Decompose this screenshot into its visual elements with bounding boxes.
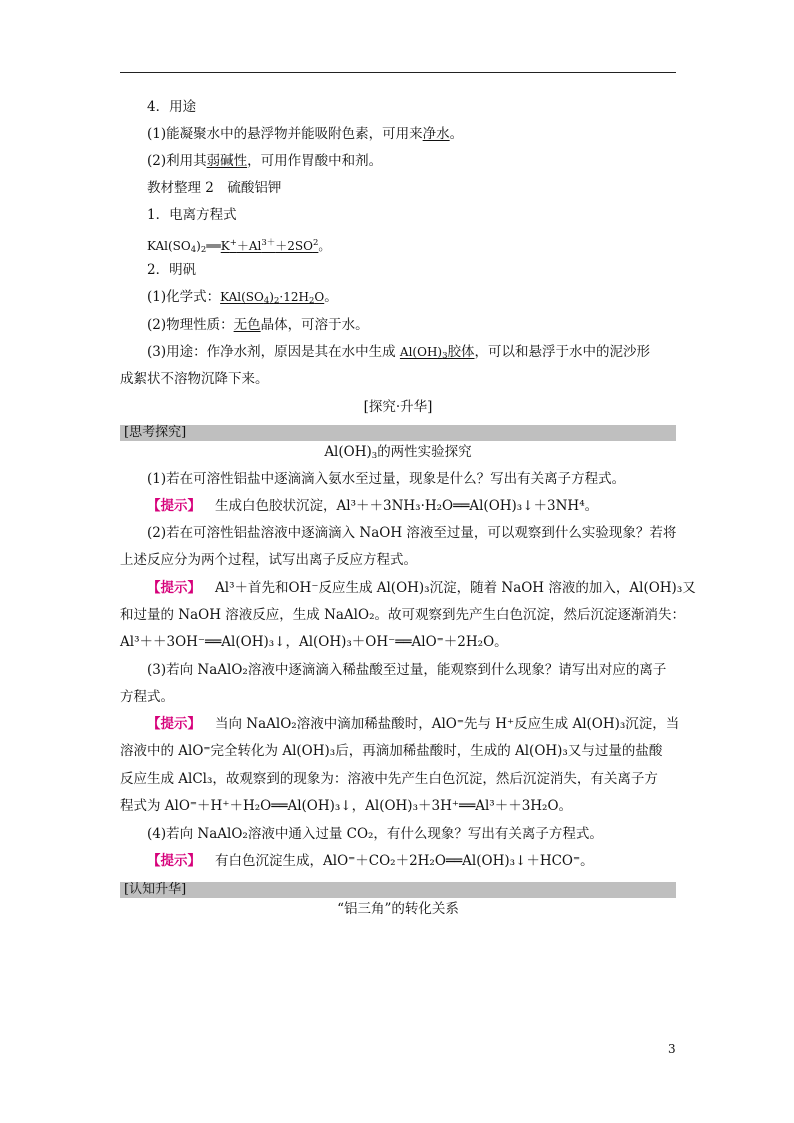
section-bar [120, 425, 676, 441]
subscript: 3 [442, 351, 448, 361]
equals-sign: ══ [206, 239, 221, 253]
page-number: 3 [668, 1042, 676, 1056]
paragraph-continuation: 成絮状不溶物沉降下来。 [120, 371, 269, 387]
text: ，可以和悬浮于水中的泥沙形 [474, 344, 651, 360]
answer-continuation: 反应生成 AlCl₃，故观察到的现象为：溶液中先产生白色沉淀，然后沉淀消失，有关离子方 [120, 771, 658, 787]
subscript: 3 [371, 451, 378, 461]
subscript: 2 [273, 296, 280, 306]
section-heading: 4．用途 [147, 99, 197, 115]
answer-continuation: Al³＋＋3OH⁻══Al(OH)₃↓，Al(OH)₃＋OH⁻══AlO⁼＋2H₂O。 [120, 634, 508, 650]
question-continuation: 方程式。 [120, 689, 174, 705]
text: KAl(SO [220, 290, 264, 304]
hint-label: 【提示】 [147, 580, 201, 596]
paragraph [120, 151, 703, 171]
hint-label: 【提示】 [147, 716, 201, 732]
fill-blank-answer: 无色 [233, 317, 261, 333]
text: O [314, 290, 325, 304]
header-rule [120, 72, 676, 73]
text: (2)利用其 [147, 153, 207, 169]
answer-text: 当向 NaAlO₂溶液中滴加稀盐酸时，AlO⁼先与 H⁺反应生成 Al(OH)₃沉淀，当 [215, 716, 680, 732]
fill-blank-answer [400, 344, 475, 360]
subtitle [120, 442, 676, 466]
text: 。 [324, 289, 338, 305]
fill-blank-answer: 净水 [422, 126, 450, 142]
paragraph [120, 124, 703, 144]
section-bar [120, 882, 676, 898]
superscript: + [229, 238, 237, 248]
answer-text: Al³＋首先和OH⁻反应生成 Al(OH)₃沉淀，随着 NaOH 溶液的加入，Al(OH)₃又 [215, 580, 696, 596]
text: Al(OH) [399, 345, 443, 359]
hint-label: 【提示】 [147, 853, 201, 869]
answer [120, 714, 703, 734]
question: (3)若向 NaAlO₂溶液中逐滴滴入稀盐酸至过量，能观察到什么现象？请写出对应的离子 [147, 662, 667, 678]
answer [120, 851, 703, 871]
subscript: 4 [190, 245, 197, 255]
superscript: 3＋ [261, 238, 276, 248]
text: 胶体 [447, 344, 475, 360]
text: 。 [449, 126, 464, 142]
text: (1)能凝聚水中的悬浮物并能吸附色素，可用来 [147, 126, 423, 142]
text: (2)物理性质： [147, 317, 234, 333]
answer [120, 496, 703, 516]
answer-continuation: 程式为 AlO⁼＋H⁺＋H₂O══Al(OH)₃↓，Al(OH)₃＋3H⁺══Al³＋＋3H₂O。 [120, 798, 573, 814]
text: ) [196, 239, 201, 253]
text: ·12H [279, 290, 309, 304]
section-heading: 教材整理 2 硫酸铝钾 [147, 180, 282, 196]
text: (3)用途：作净水剂，原因是其在水中生成 [147, 344, 400, 360]
section-title: [探究·升华] [363, 399, 433, 415]
section-bar-label: [认知升华] [124, 882, 187, 897]
text: ＋2SO [275, 239, 313, 253]
paragraph [120, 287, 703, 311]
ionization-equation [120, 233, 703, 260]
text: 晶体，可溶于水。 [260, 317, 369, 333]
paragraph [120, 342, 703, 366]
text: ，可用作胃酸中和剂。 [247, 153, 383, 169]
text: ＋Al [236, 239, 262, 253]
subsection-heading: 1．电离方程式 [147, 207, 237, 223]
text: K [220, 239, 230, 253]
text: (1)化学式： [147, 289, 221, 305]
subscript: 4 [263, 296, 270, 306]
subtitle: “铝三角”的转化关系 [337, 901, 459, 917]
subscript: 2 [200, 245, 207, 255]
fill-blank-answer [220, 290, 324, 304]
question: (1)若在可溶性铝盐中逐滴滴入氨水至过量，现象是什么？写出有关离子方程式。 [147, 471, 626, 487]
text: 的两性实验探究 [377, 444, 472, 460]
fill-blank-answer [221, 239, 319, 253]
answer-continuation: 溶液中的 AlO⁼完全转化为 Al(OH)₃后，再滴加稀盐酸时，生成的 Al(OH)₃又与过量的盐酸 [120, 743, 663, 759]
answer-text: 生成白色胶状沉淀，Al³＋＋3NH₃·H₂O══Al(OH)₃↓＋3NH⁴。 [215, 498, 599, 514]
superscript: 2 [312, 238, 319, 248]
text: Al(OH) [324, 444, 372, 460]
answer [120, 578, 703, 598]
subscript: 2 [308, 296, 315, 306]
text: KAl(SO [147, 239, 191, 253]
text: ) [269, 290, 274, 304]
answer-text: 有白色沉淀生成，AlO⁼＋CO₂＋2H₂O══Al(OH)₃↓＋HCO⁼。 [215, 853, 594, 869]
paragraph [120, 315, 703, 335]
text: 。 [318, 239, 331, 253]
question: (2)若在可溶性铝盐溶液中逐滴滴入 NaOH 溶液至过量，可以观察到什么实验现象？若将 [147, 525, 677, 541]
fill-blank-answer: 弱碱性 [206, 153, 248, 169]
subsection-heading: 2．明矾 [147, 262, 197, 278]
answer-continuation: 和过量的 NaOH 溶液反应，生成 NaAlO₂。故可观察到先产生白色沉淀，然后沉淀逐渐消失： [120, 607, 685, 623]
question-continuation: 上述反应分为两个过程，试写出离子反应方程式。 [120, 552, 417, 568]
section-bar-label: [思考探究] [124, 425, 187, 440]
hint-label: 【提示】 [147, 498, 201, 514]
question: (4)若向 NaAlO₂溶液中通入过量 CO₂，有什么现象？写出有关离子方程式。 [147, 826, 603, 842]
